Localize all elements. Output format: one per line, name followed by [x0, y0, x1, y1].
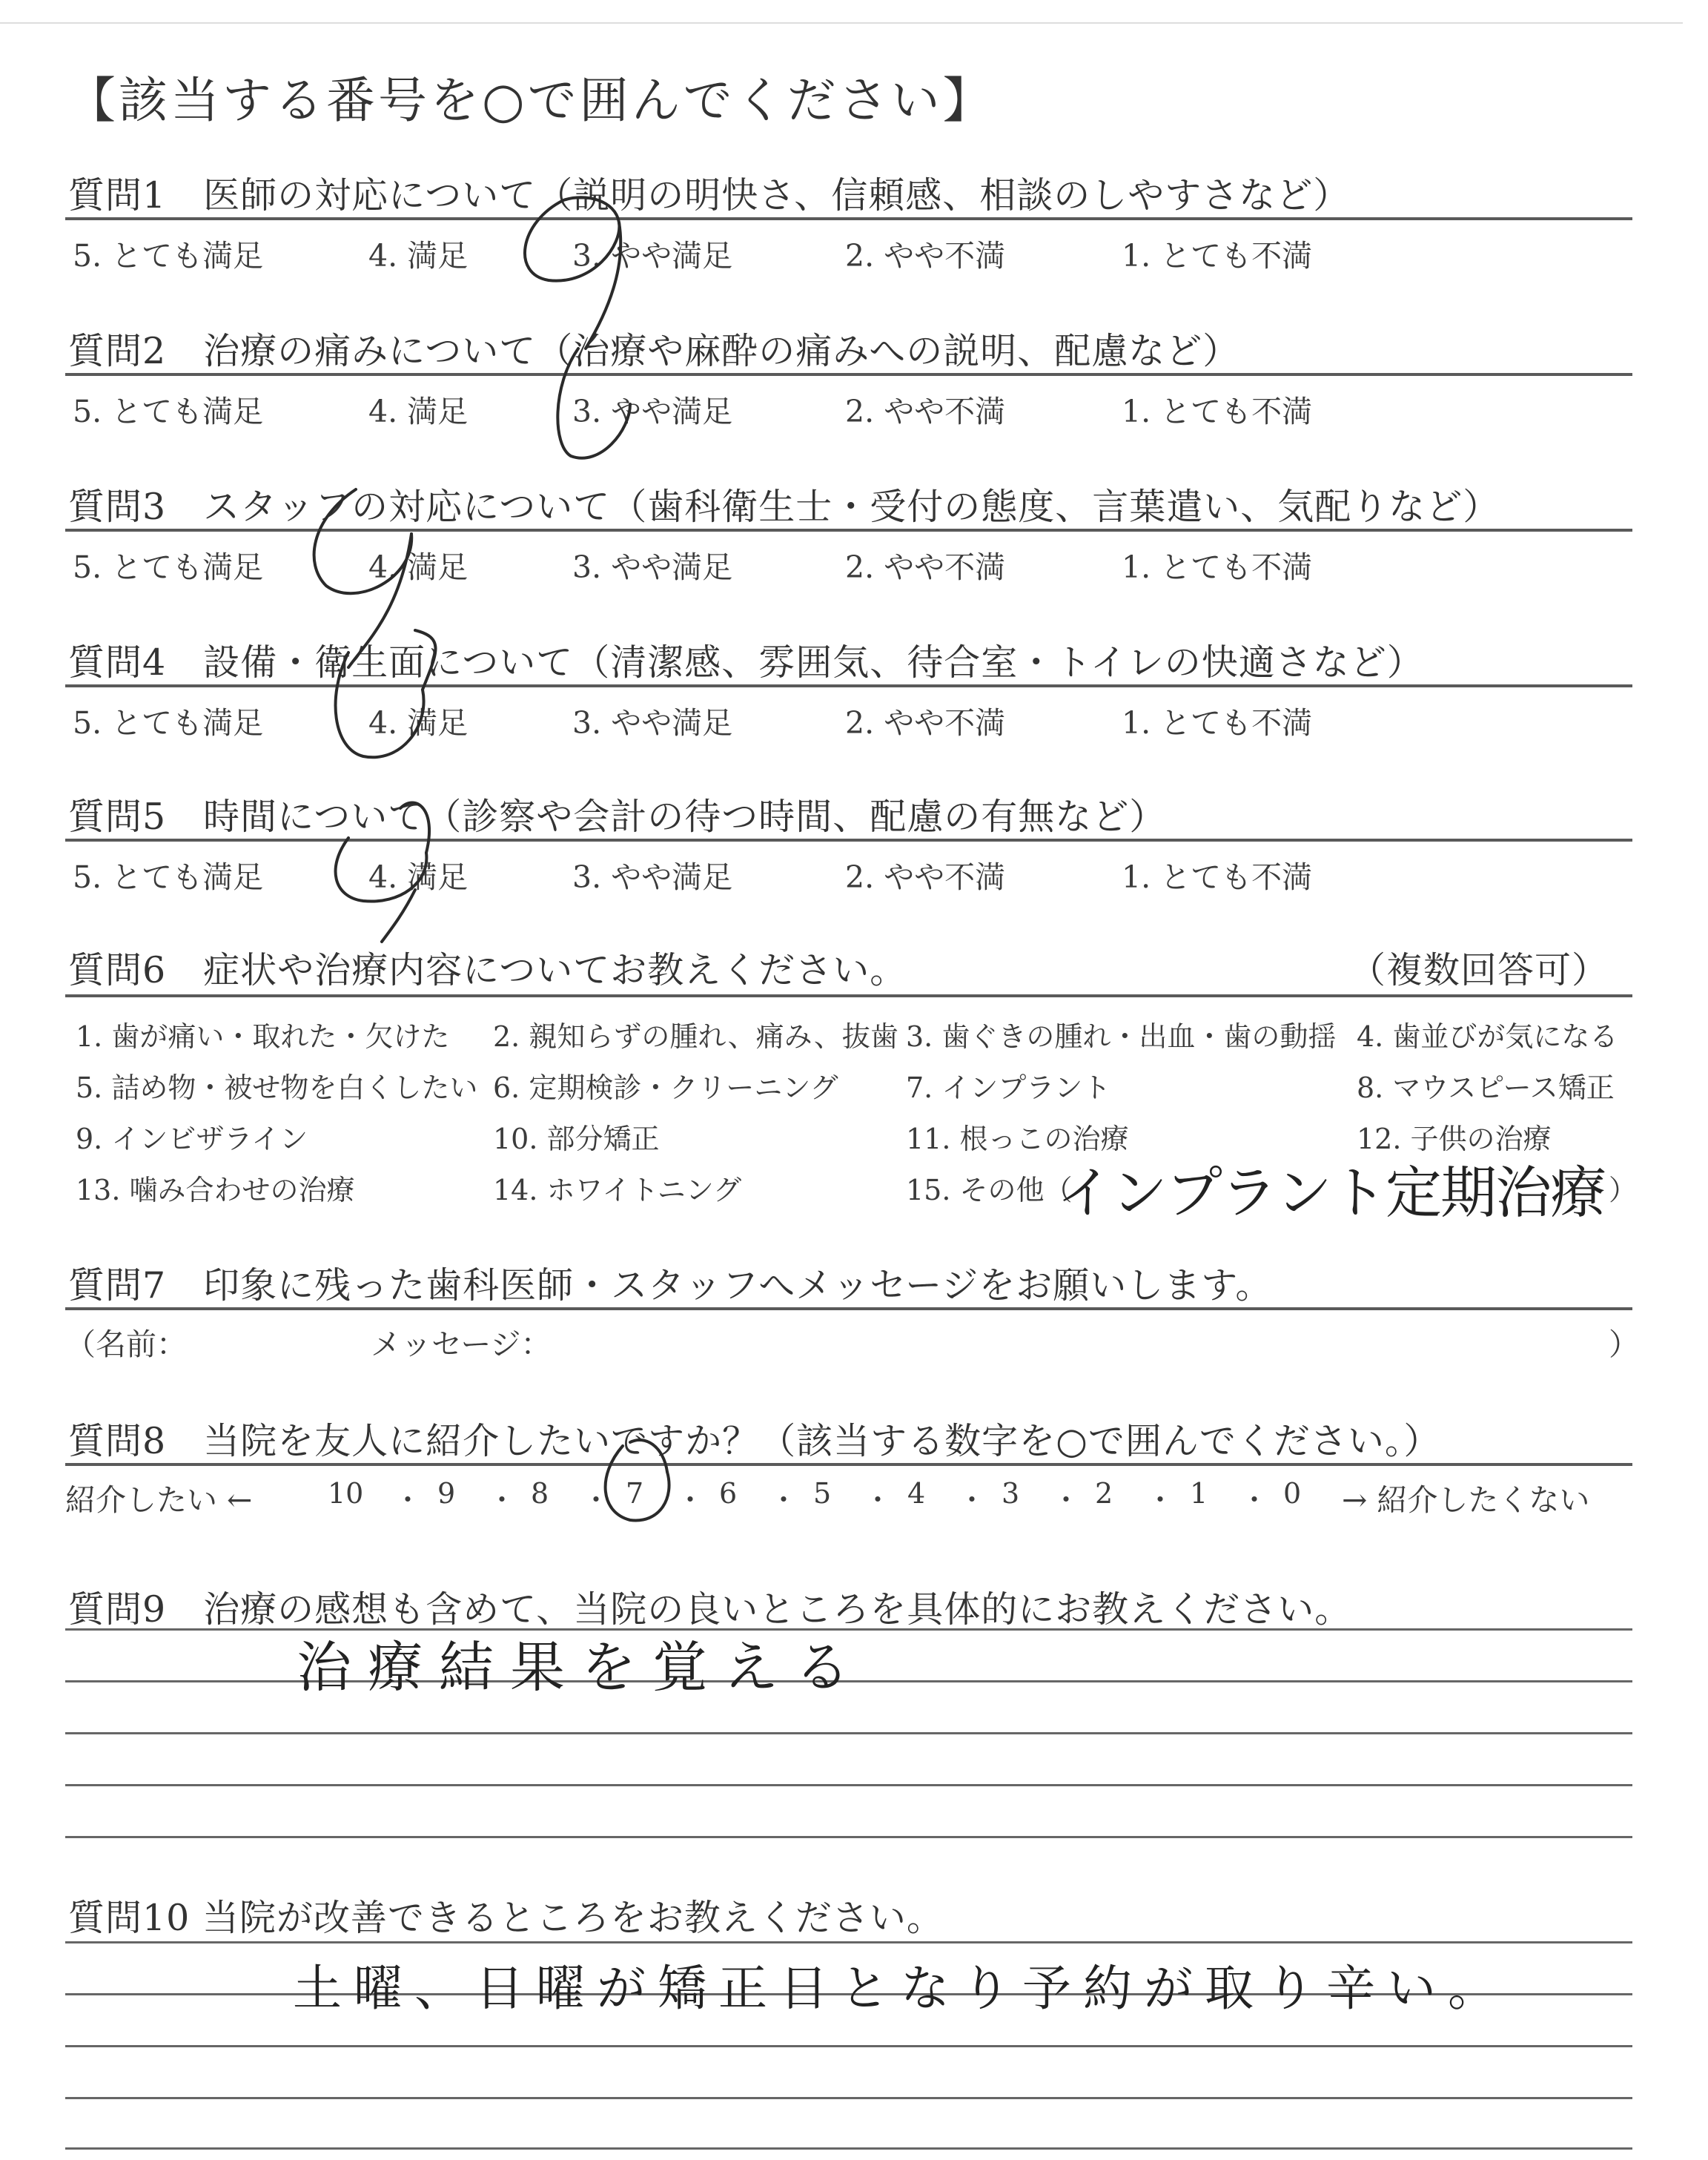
q1-option-1[interactable]: 1. とても不満 [1122, 238, 1313, 274]
q6-item-1[interactable]: 1. 歯が痛い・取れた・欠けた [76, 1020, 450, 1053]
q4-option-3[interactable]: 3. やや満足 [572, 705, 733, 741]
q3-option-1[interactable]: 1. とても不満 [1122, 549, 1313, 585]
q6-item-13[interactable]: 13. 噛み合わせの治療 [76, 1174, 355, 1206]
q2-option-4[interactable]: 4. 満足 [368, 394, 469, 429]
q6-item-9[interactable]: 9. インビザライン [76, 1123, 308, 1155]
q2-option-1[interactable]: 1. とても不満 [1122, 394, 1313, 429]
q6-item-12[interactable]: 12. 子供の治療 [1357, 1123, 1552, 1155]
q5-option-5[interactable]: 5. とても満足 [73, 859, 264, 895]
q3-option-2[interactable]: 2. やや不満 [845, 549, 1006, 585]
question-10-title: 質問10 当院が改善できるところをお教えください。 [68, 1897, 944, 1939]
q1-answer-circle-mark [525, 197, 619, 280]
q6-item-2[interactable]: 2. 親知らずの腫れ、痛み、抜歯 [493, 1020, 898, 1053]
q8-dot: ・ [582, 1484, 611, 1516]
q8-dot: ・ [676, 1484, 705, 1516]
q9-handwritten-answer: 治療結果を覚える [297, 1636, 866, 1700]
q2-option-2[interactable]: 2. やや不満 [845, 394, 1006, 429]
q8-scale-4[interactable]: 4 [907, 1477, 926, 1510]
q1-option-2[interactable]: 2. やや不満 [845, 238, 1006, 274]
q4-option-2[interactable]: 2. やや不満 [845, 705, 1006, 741]
q5-option-4[interactable]: 4. 満足 [368, 859, 469, 895]
q8-scale-1[interactable]: 1 [1190, 1477, 1208, 1510]
q5-option-1[interactable]: 1. とても不満 [1122, 859, 1313, 895]
question-5-title: 質問5 時間について（診察や会計の待つ時間、配慮の有無など） [68, 796, 1167, 838]
q6-item-8[interactable]: 8. マウスピース矯正 [1357, 1071, 1615, 1104]
q6-item-6[interactable]: 6. 定期検診・クリーニング [493, 1071, 838, 1104]
q8-right-label: → 紹介したくない [1342, 1482, 1590, 1518]
question-6-title: 質問6 症状や治療内容についてお教えください。 [68, 949, 907, 991]
q8-dot: ・ [1146, 1484, 1175, 1516]
question-9-title: 質問9 治療の感想も含めて、当院の良いところを具体的にお教えください。 [68, 1588, 1352, 1631]
q3-option-3[interactable]: 3. やや満足 [572, 549, 733, 585]
question-7-title: 質問7 印象に残った歯科医師・スタッフへメッセージをお願いします。 [68, 1264, 1273, 1307]
q4-option-1[interactable]: 1. とても不満 [1122, 705, 1313, 741]
q2-option-5[interactable]: 5. とても満足 [73, 394, 264, 429]
q8-dot: ・ [488, 1484, 517, 1516]
q8-dot: ・ [769, 1484, 798, 1516]
question-6-note: （複数回答可） [1349, 949, 1609, 991]
q6-item-4[interactable]: 4. 歯並びが気になる [1357, 1020, 1618, 1053]
question-1-title: 質問1 医師の対応について（説明の明快さ、信頼感、相談のしやすさなど） [68, 174, 1351, 217]
q6-other-close-paren: ） [1609, 1174, 1638, 1206]
question-2-title: 質問2 治療の痛みについて（治療や麻酔の痛みへの説明、配慮など） [68, 330, 1240, 372]
q8-dot: ・ [958, 1484, 987, 1516]
q3-answer-circle-tail [348, 534, 411, 667]
q5-option-2[interactable]: 2. やや不満 [845, 859, 1006, 895]
q7-close-paren: ） [1609, 1327, 1639, 1362]
q10-handwritten-answer: 土曜、日曜が矯正日となり予約が取り辛い。 [293, 1960, 1509, 2017]
q6-item-5[interactable]: 5. 詰め物・被せ物を白くしたい [76, 1071, 478, 1104]
question-8-title: 質問8 当院を友人に紹介したいですか？（該当する数字を○で囲んでください。） [68, 1420, 1441, 1462]
q2-option-3[interactable]: 3. やや満足 [572, 394, 733, 429]
q2-answer-circle-mark [557, 349, 630, 458]
q8-scale-9[interactable]: 9 [437, 1477, 456, 1510]
q6-item-14[interactable]: 14. ホワイトニング [493, 1174, 742, 1206]
q4-answer-circle-tail [415, 630, 436, 690]
q4-option-4[interactable]: 4. 満足 [368, 705, 469, 741]
q8-answer-circle-mark [606, 1446, 669, 1520]
question-3-title: 質問3 スタッフの対応について（歯科衛生士・受付の態度、言葉遣い、気配りなど） [68, 486, 1500, 528]
q6-item-15-other[interactable]: 15. その他（ [906, 1174, 1073, 1206]
q8-scale-5[interactable]: 5 [813, 1477, 832, 1510]
q6-item-7[interactable]: 7. インプラント [906, 1071, 1111, 1104]
q8-scale-2[interactable]: 2 [1095, 1477, 1113, 1510]
q4-option-5[interactable]: 5. とても満足 [73, 705, 264, 741]
q1-option-3[interactable]: 3. やや満足 [572, 238, 733, 274]
form-heading: 【該当する番号を○で囲んでください】 [67, 72, 995, 129]
q3-option-4[interactable]: 4. 満足 [368, 549, 469, 585]
q6-other-handwritten-answer: インプラント定期治療 [1056, 1160, 1605, 1226]
q1-option-4[interactable]: 4. 満足 [368, 238, 469, 274]
q5-option-3[interactable]: 3. やや満足 [572, 859, 733, 895]
q8-scale-7[interactable]: 7 [626, 1477, 644, 1510]
q8-dot: ・ [394, 1484, 423, 1516]
question-4-title: 質問4 設備・衛生面について（清潔感、雰囲気、待合室・トイレの快適さなど） [68, 641, 1424, 684]
q7-message-label: メッセージ： [371, 1327, 552, 1362]
q7-name-label: （名前： [65, 1327, 187, 1362]
q8-dot: ・ [1052, 1484, 1081, 1516]
q8-scale-6[interactable]: 6 [719, 1477, 738, 1510]
q8-scale-0[interactable]: 0 [1283, 1477, 1302, 1510]
q8-answer-circle-tail [630, 1440, 667, 1472]
q8-scale-8[interactable]: 8 [531, 1477, 549, 1510]
q6-item-11[interactable]: 11. 根っこの治療 [906, 1123, 1129, 1155]
q3-answer-circle-mark [314, 489, 412, 593]
q8-dot: ・ [864, 1484, 893, 1516]
q1-option-5[interactable]: 5. とても満足 [73, 238, 264, 274]
q3-option-5[interactable]: 5. とても満足 [73, 549, 264, 585]
q8-dot: ・ [1240, 1484, 1269, 1516]
q8-scale-3[interactable]: 3 [1002, 1477, 1020, 1510]
q6-item-3[interactable]: 3. 歯ぐきの腫れ・出血・歯の動揺 [906, 1020, 1337, 1053]
q5-answer-circle-tail [400, 803, 429, 853]
q8-scale-10[interactable]: 10 [328, 1477, 364, 1510]
q8-left-label: 紹介したい ← [65, 1482, 253, 1518]
q6-item-10[interactable]: 10. 部分矯正 [493, 1123, 660, 1155]
